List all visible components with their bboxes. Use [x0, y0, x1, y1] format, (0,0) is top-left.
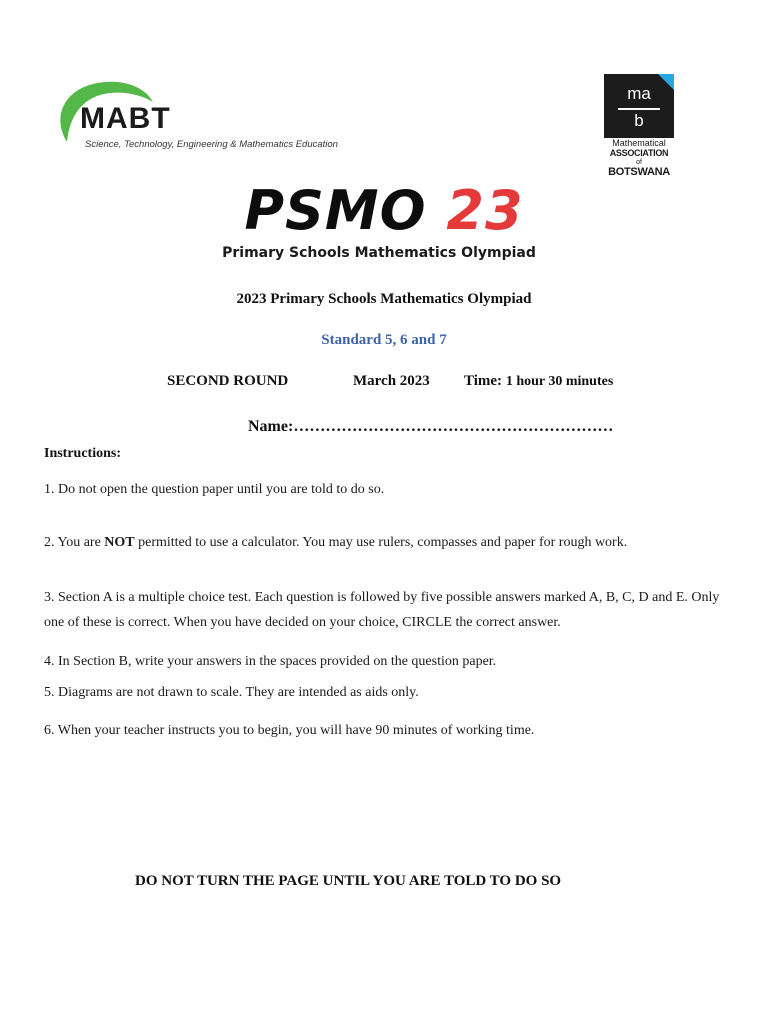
mabt-tagline: Science, Technology, Engineering & Mathematics Education [85, 139, 338, 150]
instruction-item-6: 6. When your teacher instructs you to begin, you will have 90 minutes of working time. [44, 723, 535, 738]
mab-fraction-top: ma [627, 84, 651, 103]
psmo-title [0, 179, 768, 242]
mabt-wordmark: MABT [80, 102, 171, 135]
instruction-item-3: 3. Section A is a multiple choice test. Each question is followed by five possible answers marked A, B, C, D and E. Only one of these is correct. When you have decided on your choice, CIRCLE the correct answer. [44, 590, 720, 630]
round-label: SECOND ROUND [167, 373, 289, 389]
instruction-item-5: 5. Diagrams are not drawn to scale. They are intended as aids only. [44, 685, 419, 700]
time-field [464, 373, 613, 390]
name-field: Name:…………………………………………………… [248, 418, 614, 435]
mab-fraction-bottom: b [634, 111, 644, 130]
mab-text-line2: ASSOCIATION [609, 148, 669, 158]
mab-text-line1: Mathematical [612, 138, 666, 148]
instruction-2-emphasis: NOT [104, 535, 135, 550]
exam-date: March 2023 [353, 373, 430, 389]
mab-fraction-line [618, 108, 660, 110]
instruction-item-1: 1. Do not open the question paper until you are told to do so. [44, 482, 385, 497]
psmo-subtitle: Primary Schools Mathematics Olympiad [222, 245, 536, 261]
time-label: Time: [464, 373, 503, 389]
instruction-2-prefix: 2. You are [44, 535, 105, 550]
mab-emblem [604, 74, 674, 138]
closing-note: DO NOT TURN THE PAGE UNTIL YOU ARE TOLD TO DO SO [135, 873, 562, 889]
mabt-logo [55, 78, 355, 156]
psmo-word: PSMO [244, 179, 427, 242]
instruction-item-2 [44, 530, 724, 555]
instruction-item-4: 4. In Section B, write your answers in the spaces provided on the question paper. [44, 654, 497, 669]
mab-text-line3: of [636, 159, 642, 166]
exam-details-row [0, 373, 768, 395]
standards-line: Standard 5, 6 and 7 [321, 332, 447, 348]
mab-text-line4: BOTSWANA [608, 166, 670, 178]
paper-heading: 2023 Primary Schools Mathematics Olympiad [236, 291, 532, 307]
psmo-year: 23 [446, 179, 524, 242]
mab-logo [604, 74, 674, 180]
instructions-heading: Instructions: [44, 446, 122, 461]
instruction-2-suffix: permitted to use a calculator. You may use rulers, compasses and paper for rough work. [134, 535, 628, 550]
time-value: 1 hour 30 minutes [505, 374, 614, 389]
